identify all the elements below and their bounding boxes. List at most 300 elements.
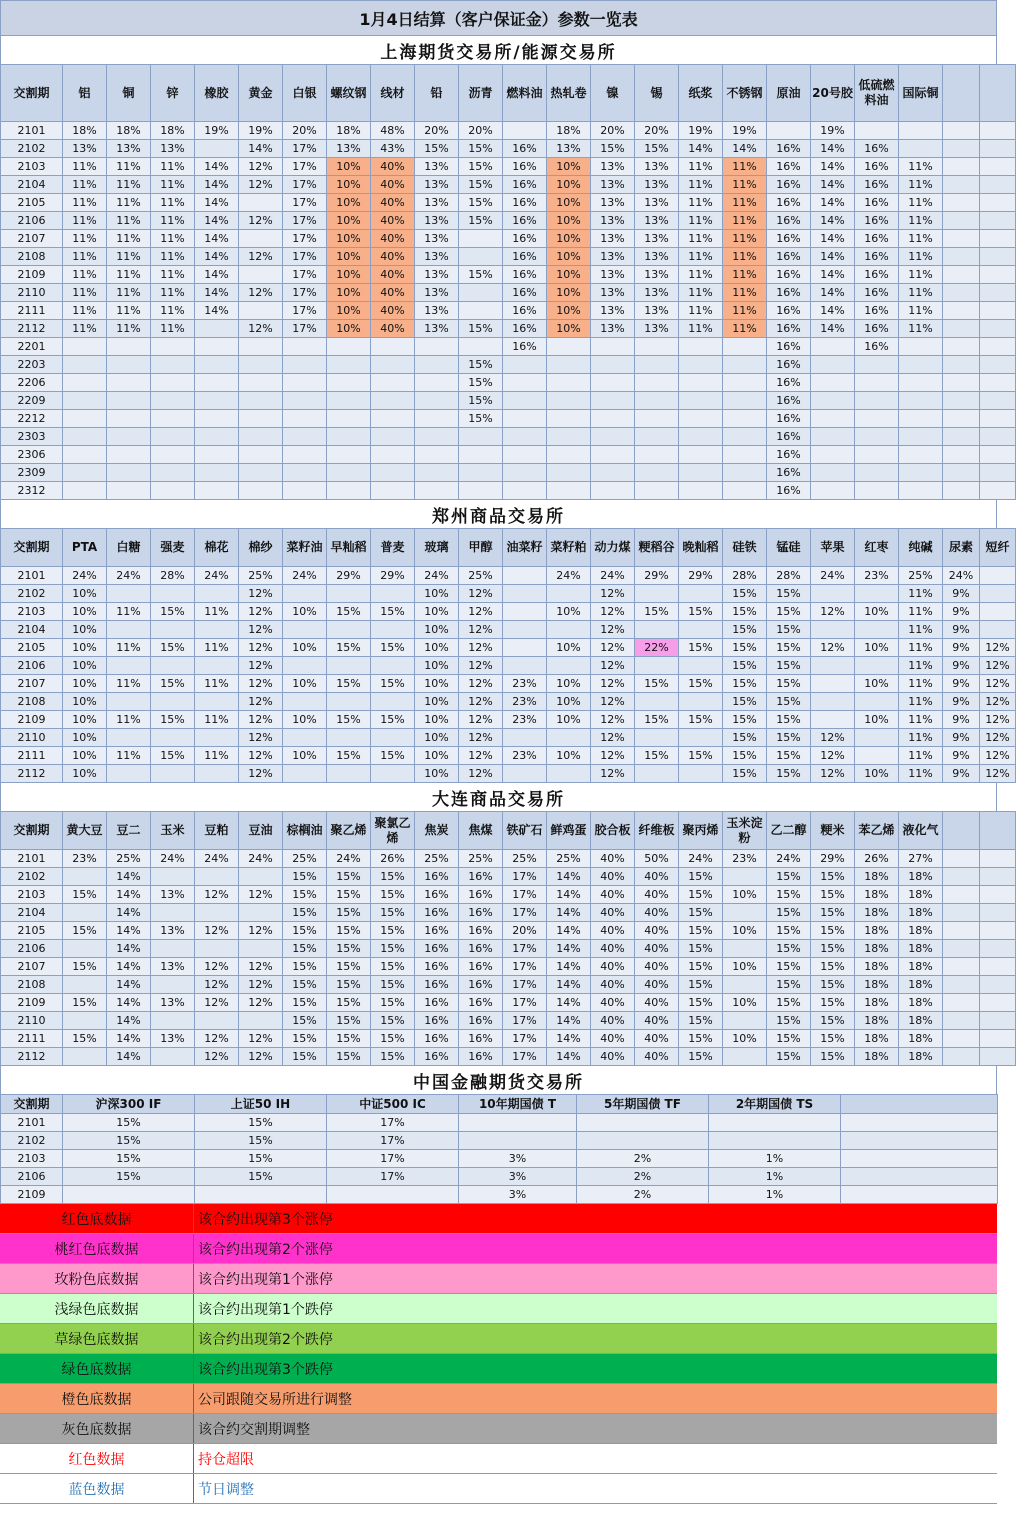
dce-value-cell: 12% [239,958,283,976]
dce-period-cell: 2110 [1,1012,63,1030]
shfe-table-row [1,122,1016,140]
legend-description: 该合约出现第2个跌停 [198,1331,333,1348]
czce-value-cell: 12% [239,585,283,603]
shfe-value-cell [239,266,283,284]
czce-table-row [1,693,1016,711]
shfe-value-cell: 16% [855,194,899,212]
shfe-value-cell: 40% [371,158,415,176]
dce-header-cell: 焦煤 [459,812,503,850]
dce-value-cell: 17% [503,1030,547,1048]
czce-value-cell: 11% [899,765,943,783]
legend-description: 公司跟随交易所进行调整 [198,1391,352,1408]
cffex-header-cell: 2年期国债 TS [709,1095,841,1114]
czce-value-cell [679,693,723,711]
shfe-table-row [1,374,1016,392]
czce-value-cell: 23% [503,675,547,693]
shfe-value-cell: 16% [503,212,547,230]
dce-value-cell: 15% [811,922,855,940]
czce-value-cell: 24% [547,567,591,585]
shfe-value-cell [899,392,943,410]
dce-value-cell: 14% [547,868,591,886]
shfe-value-cell: 10% [327,284,371,302]
shfe-value-cell: 20% [415,122,459,140]
czce-value-cell: 10% [415,711,459,729]
shfe-value-cell [415,482,459,500]
czce-value-cell: 15% [767,675,811,693]
shfe-value-cell: 13% [327,140,371,158]
shfe-value-cell [283,338,327,356]
czce-value-cell [107,729,151,747]
shfe-header-cell: 铅 [415,65,459,122]
czce-value-cell: 15% [723,675,767,693]
dce-value-cell: 15% [811,940,855,958]
shfe-value-cell: 16% [767,176,811,194]
shfe-value-cell: 40% [371,248,415,266]
shfe-value-cell: 11% [679,176,723,194]
shfe-value-cell: 10% [327,176,371,194]
legend-row [0,1384,997,1414]
shfe-value-cell: 13% [591,158,635,176]
shfe-value-cell [635,374,679,392]
dce-value-cell: 14% [547,904,591,922]
czce-value-cell [855,585,899,603]
shfe-value-cell: 16% [767,140,811,158]
dce-value-cell: 17% [503,940,547,958]
czce-value-cell [283,585,327,603]
shfe-value-cell: 11% [63,320,107,338]
shfe-value-cell: 15% [415,140,459,158]
czce-value-cell: 12% [591,729,635,747]
shfe-period-cell: 2312 [1,482,63,500]
czce-value-cell: 10% [63,711,107,729]
czce-value-cell: 11% [899,693,943,711]
dce-value-cell: 24% [195,850,239,868]
shfe-value-cell: 11% [107,176,151,194]
shfe-value-cell: 13% [635,212,679,230]
dce-value-cell: 15% [767,1048,811,1066]
shfe-value-cell [371,446,415,464]
shfe-value-cell [151,410,195,428]
czce-value-cell: 12% [591,765,635,783]
czce-value-cell: 24% [63,567,107,585]
shfe-value-cell: 16% [767,464,811,482]
shfe-table-row [1,284,1016,302]
dce-value-cell: 25% [547,850,591,868]
shfe-value-cell [899,374,943,392]
dce-table-row [1,922,1016,940]
shfe-value-cell: 16% [855,212,899,230]
czce-header-cell: 早籼稻 [327,529,371,567]
czce-value-cell [503,621,547,639]
shfe-value-cell: 14% [811,302,855,320]
legend-row [0,1204,997,1234]
shfe-value-cell [723,446,767,464]
dce-table-row [1,994,1016,1012]
dce-value-cell: 15% [327,1030,371,1048]
czce-value-cell: 15% [371,747,415,765]
shfe-value-cell [723,338,767,356]
shfe-value-cell [327,464,371,482]
shfe-value-cell: 12% [239,212,283,230]
dce-value-cell: 18% [855,940,899,958]
czce-value-cell [547,657,591,675]
czce-header-cell: 纯碱 [899,529,943,567]
shfe-value-cell [107,410,151,428]
shfe-value-cell [679,338,723,356]
dce-value-cell [151,868,195,886]
shfe-value-cell: 11% [723,248,767,266]
dce-value-cell [943,976,980,994]
shfe-value-cell: 10% [547,212,591,230]
legend-description: 节日调整 [198,1481,254,1498]
czce-value-cell [371,585,415,603]
shfe-value-cell: 11% [63,302,107,320]
shfe-header-cell: 铜 [107,65,151,122]
czce-period-cell: 2109 [1,711,63,729]
shfe-value-cell: 16% [855,302,899,320]
shfe-value-cell: 15% [459,392,503,410]
czce-value-cell: 15% [327,747,371,765]
shfe-value-cell: 16% [855,230,899,248]
czce-value-cell [371,693,415,711]
shfe-value-cell: 13% [107,140,151,158]
czce-value-cell: 9% [943,603,980,621]
shfe-value-cell [415,392,459,410]
dce-value-cell: 40% [635,976,679,994]
dce-value-cell: 40% [635,1012,679,1030]
shfe-value-cell: 11% [107,284,151,302]
shfe-value-cell: 13% [415,212,459,230]
shfe-section-title: 上海期货交易所/能源交易所 [0,36,997,64]
dce-value-cell: 16% [459,940,503,958]
czce-header-cell: 甲醇 [459,529,503,567]
shfe-value-cell [63,410,107,428]
legend-name: 草绿色底数据 [0,1324,194,1353]
czce-value-cell [283,621,327,639]
shfe-period-cell: 2103 [1,158,63,176]
shfe-value-cell: 16% [503,176,547,194]
shfe-value-cell: 17% [283,302,327,320]
shfe-value-cell [283,356,327,374]
dce-value-cell: 40% [591,994,635,1012]
shfe-value-cell [980,284,1016,302]
czce-value-cell: 10% [855,603,899,621]
czce-header-cell: 菜籽油 [283,529,327,567]
czce-table-row [1,675,1016,693]
czce-value-cell: 15% [635,675,679,693]
czce-value-cell [371,657,415,675]
czce-value-cell: 10% [415,747,459,765]
czce-value-cell: 12% [459,675,503,693]
shfe-value-cell: 16% [767,374,811,392]
shfe-value-cell [591,374,635,392]
czce-value-cell: 11% [899,711,943,729]
czce-value-cell [327,657,371,675]
czce-value-cell [679,585,723,603]
shfe-value-cell: 16% [855,158,899,176]
czce-value-cell: 12% [591,711,635,729]
shfe-value-cell: 10% [327,266,371,284]
dce-value-cell: 40% [591,958,635,976]
shfe-header-cell [980,65,1016,122]
shfe-value-cell [943,212,980,230]
dce-value-cell [195,940,239,958]
shfe-header-cell: 原油 [767,65,811,122]
shfe-value-cell [63,482,107,500]
shfe-value-cell: 11% [899,230,943,248]
czce-value-cell: 12% [459,765,503,783]
shfe-value-cell: 13% [635,230,679,248]
shfe-value-cell [547,410,591,428]
dce-value-cell: 16% [459,958,503,976]
cffex-value-cell [327,1186,459,1204]
shfe-value-cell: 17% [283,212,327,230]
dce-header-cell [980,812,1016,850]
shfe-value-cell: 10% [547,194,591,212]
czce-table-row [1,711,1016,729]
dce-value-cell: 18% [855,994,899,1012]
cffex-value-cell [841,1168,998,1186]
czce-table-row [1,585,1016,603]
shfe-value-cell [239,428,283,446]
czce-value-cell: 28% [151,567,195,585]
czce-value-cell [855,621,899,639]
shfe-value-cell: 40% [371,266,415,284]
shfe-value-cell [195,338,239,356]
dce-value-cell: 15% [371,958,415,976]
shfe-table-row [1,392,1016,410]
shfe-value-cell [811,392,855,410]
color-legend [0,1204,997,1504]
shfe-value-cell: 10% [327,248,371,266]
shfe-value-cell [195,392,239,410]
shfe-value-cell: 11% [723,230,767,248]
dce-value-cell: 26% [371,850,415,868]
czce-value-cell: 11% [195,675,239,693]
czce-value-cell [151,729,195,747]
dce-value-cell: 15% [371,904,415,922]
dce-table-row [1,958,1016,976]
shfe-value-cell: 10% [547,176,591,194]
czce-header-cell: 油菜籽 [503,529,547,567]
shfe-value-cell [855,464,899,482]
shfe-value-cell: 15% [459,356,503,374]
shfe-value-cell [327,428,371,446]
shfe-period-cell: 2306 [1,446,63,464]
dce-value-cell: 17% [503,994,547,1012]
shfe-value-cell [855,482,899,500]
legend-row [0,1354,997,1384]
czce-value-cell [195,693,239,711]
dce-value-cell: 15% [767,1030,811,1048]
czce-value-cell [679,765,723,783]
dce-value-cell [980,958,1016,976]
dce-value-cell: 18% [899,922,943,940]
shfe-value-cell [635,338,679,356]
shfe-value-cell: 14% [195,266,239,284]
czce-value-cell [547,765,591,783]
czce-value-cell: 15% [723,693,767,711]
shfe-value-cell [591,410,635,428]
czce-header-cell: 晚籼稻 [679,529,723,567]
shfe-value-cell [635,464,679,482]
shfe-value-cell: 11% [63,176,107,194]
shfe-value-cell [415,428,459,446]
czce-value-cell: 15% [327,603,371,621]
czce-value-cell: 12% [811,747,855,765]
czce-value-cell: 12% [591,747,635,765]
czce-value-cell [195,657,239,675]
dce-value-cell: 14% [107,1012,151,1030]
shfe-value-cell: 11% [63,158,107,176]
czce-value-cell [107,585,151,603]
legend-name: 玫粉色底数据 [0,1264,194,1293]
dce-value-cell: 14% [547,886,591,904]
czce-value-cell [283,765,327,783]
shfe-header-cell: 燃料油 [503,65,547,122]
dce-value-cell: 15% [283,868,327,886]
dce-value-cell: 18% [899,1012,943,1030]
czce-value-cell: 15% [327,639,371,657]
shfe-value-cell [899,464,943,482]
dce-value-cell: 16% [415,1012,459,1030]
dce-value-cell: 24% [767,850,811,868]
dce-value-cell: 15% [283,1048,327,1066]
dce-header-cell: 焦炭 [415,812,459,850]
shfe-value-cell: 16% [503,338,547,356]
shfe-value-cell [591,482,635,500]
czce-value-cell [151,657,195,675]
shfe-value-cell: 14% [811,284,855,302]
dce-value-cell: 17% [503,904,547,922]
dce-value-cell: 15% [327,1012,371,1030]
czce-value-cell [151,693,195,711]
dce-value-cell: 15% [767,904,811,922]
shfe-value-cell [591,356,635,374]
czce-value-cell: 15% [767,603,811,621]
shfe-value-cell: 12% [239,248,283,266]
shfe-table-row [1,194,1016,212]
shfe-value-cell: 11% [723,302,767,320]
shfe-value-cell [899,428,943,446]
dce-header-cell: 铁矿石 [503,812,547,850]
dce-value-cell: 40% [635,958,679,976]
czce-value-cell: 15% [151,603,195,621]
shfe-value-cell [635,428,679,446]
dce-table-row [1,850,1016,868]
czce-value-cell: 12% [591,621,635,639]
shfe-value-cell [415,356,459,374]
shfe-value-cell [855,428,899,446]
dce-value-cell: 27% [899,850,943,868]
cffex-value-cell [709,1132,841,1150]
shfe-value-cell: 16% [767,392,811,410]
czce-value-cell: 24% [195,567,239,585]
shfe-value-cell [855,446,899,464]
cffex-value-cell [841,1132,998,1150]
shfe-value-cell: 13% [415,230,459,248]
czce-value-cell [283,729,327,747]
shfe-header-cell: 不锈钢 [723,65,767,122]
czce-value-cell: 9% [943,657,980,675]
shfe-value-cell [151,482,195,500]
shfe-value-cell: 10% [547,302,591,320]
shfe-header-cell: 镍 [591,65,635,122]
czce-value-cell [107,765,151,783]
dce-table-row [1,1012,1016,1030]
shfe-value-cell: 14% [195,212,239,230]
shfe-value-cell [151,374,195,392]
shfe-value-cell [239,392,283,410]
dce-header-cell: 鲜鸡蛋 [547,812,591,850]
dce-table-row [1,976,1016,994]
shfe-value-cell: 11% [899,320,943,338]
dce-value-cell: 15% [327,904,371,922]
shfe-value-cell: 14% [723,140,767,158]
shfe-value-cell: 11% [723,266,767,284]
cffex-value-cell [63,1186,195,1204]
shfe-value-cell [811,374,855,392]
dce-value-cell: 25% [107,850,151,868]
shfe-value-cell [980,338,1016,356]
shfe-value-cell [195,320,239,338]
dce-value-cell: 15% [811,994,855,1012]
shfe-value-cell: 16% [503,248,547,266]
shfe-value-cell [980,158,1016,176]
dce-value-cell: 15% [679,868,723,886]
czce-value-cell: 11% [107,747,151,765]
shfe-value-cell: 16% [767,230,811,248]
shfe-value-cell: 11% [899,248,943,266]
dce-value-cell: 15% [811,1048,855,1066]
shfe-value-cell [327,338,371,356]
czce-value-cell [503,585,547,603]
shfe-value-cell [943,356,980,374]
shfe-value-cell [195,428,239,446]
dce-table-row [1,1030,1016,1048]
dce-value-cell [63,868,107,886]
shfe-period-cell: 2110 [1,284,63,302]
czce-value-cell [547,621,591,639]
shfe-value-cell: 13% [591,212,635,230]
dce-value-cell: 15% [767,976,811,994]
dce-value-cell [195,904,239,922]
dce-value-cell: 18% [855,1048,899,1066]
shfe-header-cell: 低硫燃料油 [855,65,899,122]
shfe-header-cell: 锡 [635,65,679,122]
dce-value-cell: 17% [503,976,547,994]
czce-value-cell: 15% [723,621,767,639]
shfe-value-cell: 10% [547,320,591,338]
czce-value-cell: 11% [899,639,943,657]
shfe-value-cell [980,392,1016,410]
shfe-value-cell [327,446,371,464]
cffex-table-row [1,1186,998,1204]
dce-value-cell: 20% [503,922,547,940]
dce-value-cell: 40% [591,1048,635,1066]
shfe-value-cell: 13% [591,302,635,320]
dce-period-cell: 2104 [1,904,63,922]
shfe-table-row [1,410,1016,428]
dce-section-title: 大连商品交易所 [0,783,997,811]
dce-value-cell: 18% [855,958,899,976]
shfe-value-cell [239,194,283,212]
czce-value-cell [547,729,591,747]
shfe-value-cell: 14% [811,140,855,158]
dce-value-cell [980,940,1016,958]
legend-description: 该合约交割期调整 [198,1421,310,1438]
shfe-value-cell: 13% [635,248,679,266]
